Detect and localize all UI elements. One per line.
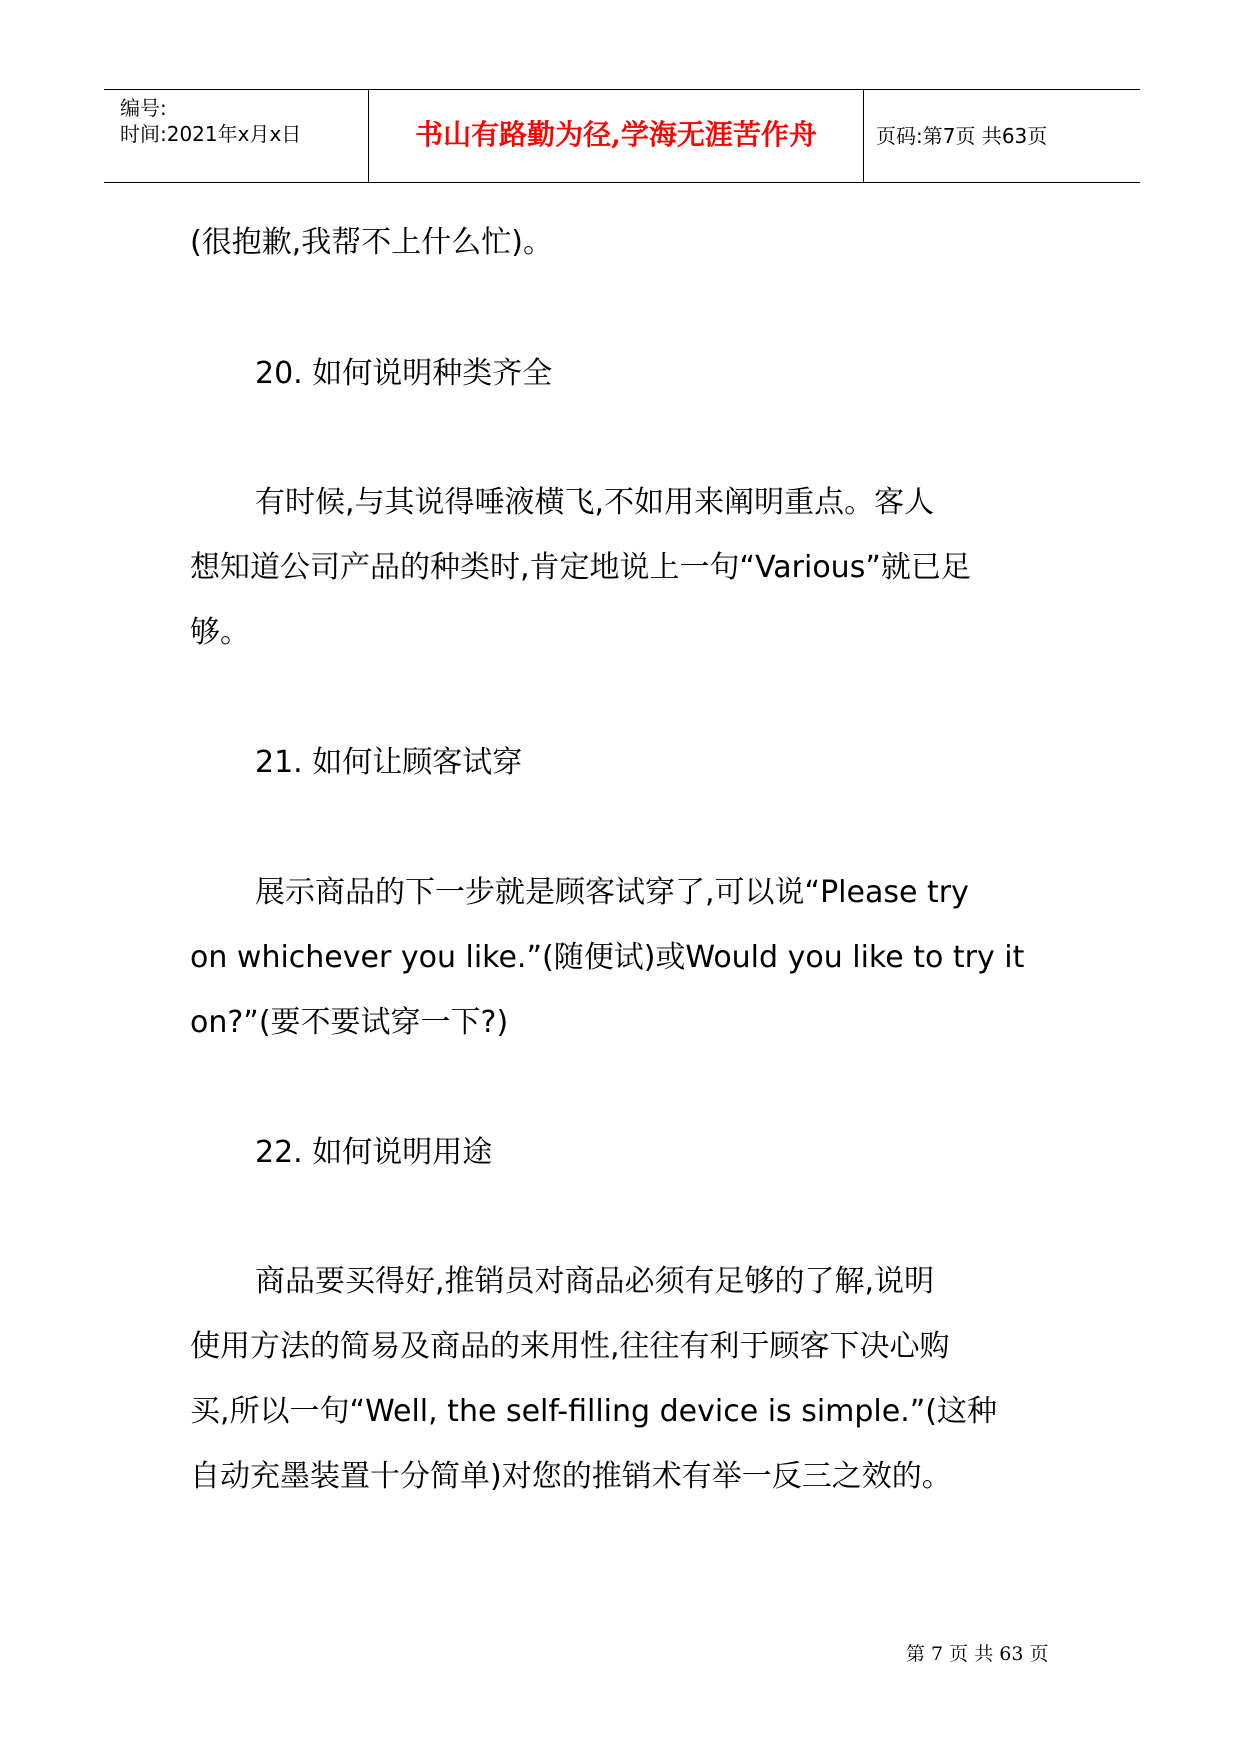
paragraph-21 — [190, 860, 1090, 1055]
serial-label: 编号: — [120, 96, 167, 120]
paragraph-20 — [190, 470, 1090, 665]
text-line: 商品要买得好,推销员对商品必须有足够的了解,说明 — [255, 1264, 935, 1299]
section-heading-20: 20. 如何说明种类齐全 — [255, 356, 553, 391]
header-page-code: 页码:第7页 共63页 — [876, 124, 1048, 148]
page-footer: 第 7 页 共 63 页 — [906, 1643, 1049, 1665]
time-label: 时间:2021年x月x日 — [120, 122, 302, 146]
paragraph-22 — [190, 1249, 1090, 1509]
text-line: 展示商品的下一步就是顾客试穿了,可以说“Please try — [255, 875, 969, 910]
page-header — [104, 89, 1140, 183]
section-heading-22: 22. 如何说明用途 — [255, 1135, 493, 1170]
section-heading-21: 21. 如何让顾客试穿 — [255, 745, 523, 780]
text-line: 想知道公司产品的种类时,肯定地说上一句“Various”就已足 — [190, 550, 971, 585]
text-line: 买,所以一句“Well, the self-filling device is simple.”(这种 — [190, 1394, 997, 1429]
header-motto-cell — [369, 90, 864, 182]
text-line: 使用方法的简易及商品的来用性,往往有利于顾客下决心购 — [190, 1329, 950, 1364]
header-meta-cell — [104, 90, 369, 182]
text-line: (很抱歉,我帮不上什么忙)。 — [190, 225, 553, 260]
header-page-cell — [864, 90, 1140, 182]
text-line: on whichever you like.”(随便试)或Would you like to try it — [190, 940, 1025, 975]
text-line: 自动充墨装置十分简单)对您的推销术有举一反三之效的。 — [190, 1459, 952, 1494]
text-line: 够。 — [190, 615, 250, 650]
text-line: 有时候,与其说得唾液横飞,不如用来阐明重点。客人 — [255, 485, 935, 520]
text-line: on?”(要不要试穿一下?) — [190, 1005, 509, 1040]
paragraph-continuation — [190, 210, 1090, 275]
header-motto: 书山有路勤为径,学海无涯苦作舟 — [415, 118, 817, 151]
